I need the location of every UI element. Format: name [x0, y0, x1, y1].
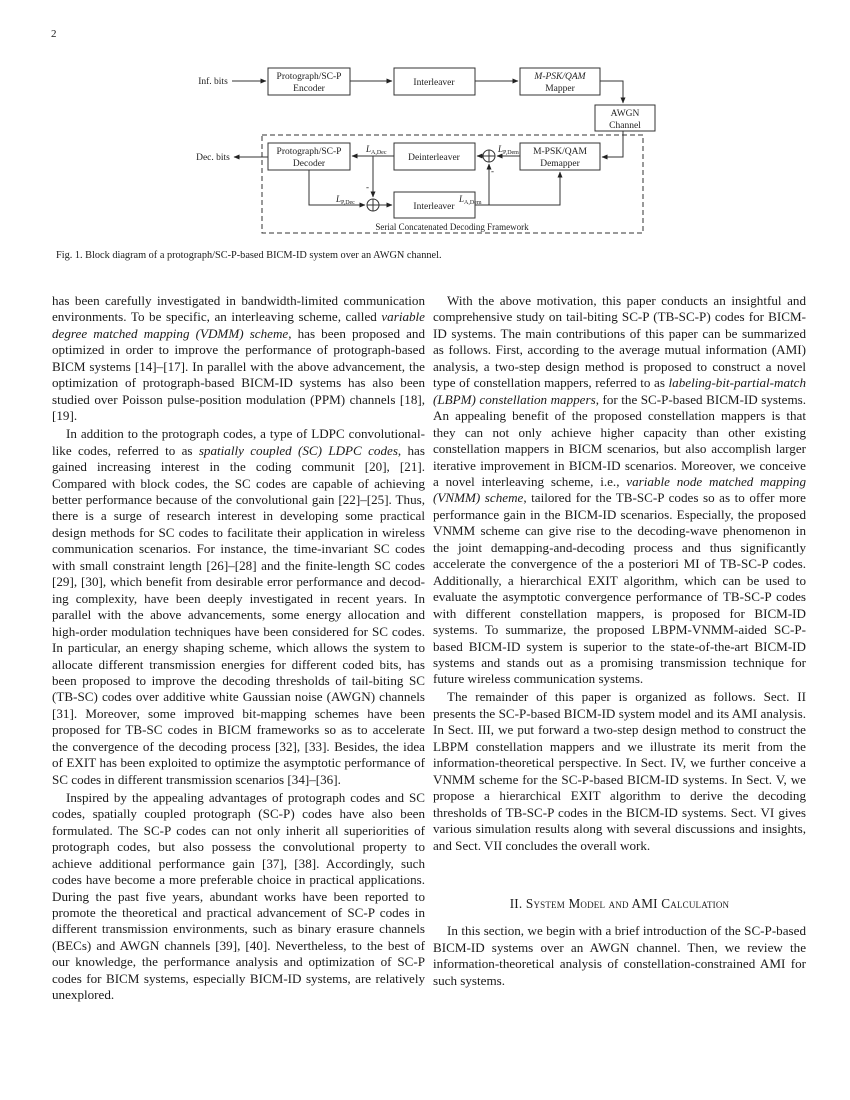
demapper-label-1: M-PSK/QAM: [533, 147, 587, 157]
minus-sign-top: -: [491, 166, 494, 176]
decoder-label-1: Protograph/SC-P: [276, 147, 342, 157]
paragraph: Inspired by the appealing advantages of protograph codes and SC codes, spatially coupled protograph (SC-P) codes have also been formulated. The SC-P codes can not only inherit all superiorities of protograph codes, but also possess the convolutional property to achieve additional performance gain [37], [38]. Accordingly, such codes have become a more preferable choice in practical applications. During the past five years, abundant works have been reported to promote the theoretical and practical advancement of SC-P codes in different transmission environments, such as binary erasure channels (BECs) and AWGN channels [39], [40]. Nevertheless, to the best of our knowledge, the performance analysis and optimization of SC-P codes for BICM systems, especially BICM-ID systems, are relatively unexplored.: [52, 789, 425, 1003]
right-column: [433, 293, 806, 991]
paragraph: In this section, we begin with a brief introduction of the SC-P-based BICM-ID systems over an AWGN channel. Then, we review the information-theoretical analysis of constellation-constrained AMI for such systems.: [433, 923, 806, 988]
minus-sign-bottom: -: [366, 182, 369, 192]
awgn-label-2: Channel: [609, 121, 641, 131]
framework-label: Serial Concatenated Decoding Framework: [375, 222, 529, 232]
left-column: [52, 293, 425, 1005]
encoder-label-1: Protograph/SC-P: [276, 72, 342, 82]
page-number: 2: [51, 28, 57, 40]
decoder-label-2: Decoder: [292, 159, 326, 169]
mapper-label-1: M-PSK/QAM: [534, 72, 586, 82]
awgn-label-1: AWGN: [610, 109, 640, 119]
section-heading: II. System Model and AMI Calculation: [509, 896, 730, 911]
l-p-dec-label: $L_{P,Dec}$: [336, 194, 355, 206]
demapper-label-2: Demapper: [540, 159, 580, 169]
mapper-label-2: Mapper: [545, 84, 575, 94]
paragraph: With the above motivation, this paper conducts an insightful and comprehensive study on tail-biting SC-P (TB-SC-P) codes for BICM-ID systems. The main contributions of this paper can be summarized as follows. First, according to the average mutual information (AMI) analysis, a two-step design method is proposed to construct a novel type of constellation mappers, referred to as labeling-bit-partial-match (LBPM) constellation mappers, for the SC-P-based BICM-ID systems. An appealing benefit of the proposed constellation mappers is that they can not only achieve higher capacity than other existing constellation mappers in BICM scenarios, but also accomplish larger iterative improvement in BICM-ID scenarios. Moreover, we conceive a novel interleaving scheme, i.e., variable node matched mapping (VNMM) scheme, tailored for the TB-SC-P codes so as to offer more performance gain in the BICM-ID scenarios. Especially, the proposed VNMM scheme can give rise to the decoding-wave phenomenon in the joint demapping-and-decoding process and thus significantly accelerate the convergence of the a posteriori MI of TB-SC-P codes. Additionally, a hierarchical EXIT algorithm, which can be used to evaluate the asymptotic convergence performance of TB-SC-P codes with different constellation mappers, is proposed for BICM-ID systems. To summarize, the proposed LBPM-VNMM-aided SC-P-based BICM-ID system is superior to the state-of-the-art BICM-ID systems and stands out as a promising transmission technique for future wireless communication systems.: [433, 293, 807, 687]
l-a-dem-label: $L_{A,Dem}$: [459, 194, 482, 206]
interleaver-label: Interleaver: [413, 78, 455, 88]
encoder-label-2: Encoder: [293, 84, 325, 94]
interleaver2-label: Interleaver: [413, 202, 455, 212]
figure-caption: Fig. 1. Block diagram of a protograph/SC-P-based BICM-ID system over an AWGN channel.: [56, 250, 442, 261]
inf-bits-label: Inf. bits: [198, 77, 228, 87]
paragraph: In addition to the protograph codes, a type of LDPC convolutional-like codes, referred to as spatially coupled (SC) LDPC codes, has gained increasing interest in the coding communit [20], [21]. Compared with block codes, the SC codes are capable of achieving better performance because of the convolutional gain [22]–[25]. Thus, there is a surge of research interest in developing some practical design methods for SC codes to facilitate their application in wireless communication scenarios. For instance, the time-invariant SC codes with small constraint length [26]–[28] and the finite-length SC codes [29], [30], which benefit from desirable error performance and decoding complexity, have been deeply investigated in recent years. In parallel with the above advancements, some energy allocation and high-order modulation techniques have been considered for SC codes. In particular, an energy shaping scheme, which allows the system to allocate different transmission energies for different coded bits, has been proposed to improve the decoding thresholds of tail-biting SC (TB-SC) codes over additive white Gaussian noise (AWGN) channels [31]. Moreover, some improved bit-mapping schemes have been proposed for TB-SC codes in BICM frameworks so as to accelerate the convergence of the decoding process [32], [33]. Besides, the idea of EXIT has been exploited to optimize the asymptotic performance of SC codes in different transmission scenarios [34]–[36].: [52, 426, 425, 787]
deinterleaver-label: Deinterleaver: [408, 153, 460, 163]
paragraph: The remainder of this paper is organized as follows. Sect. II presents the SC-P-based BICM-ID system model and its AMI analysis. In Sect. III, we put forward a two-step design method to construct the LBPM constellation mappers and we illustrate its merit from the information-theoretical perspective. In Sect. IV, we further conceive a VNMM scheme for the SC-P-based BICM-ID systems. In Sect. V, we propose a hierarchical EXIT algorithm to derive the decoding thresholds of TB-SC-P codes in the BICM-ID systems. Sect. VI gives various simulation results along with several discussions and insights, and Sect. VII concludes the overall work.: [433, 689, 806, 853]
l-p-dem-label: $L_{P,Dem}$: [498, 144, 519, 156]
block-diagram-figure: [0, 0, 850, 240]
dec-bits-label: Dec. bits: [196, 153, 230, 163]
l-a-dec-label: $L_{A,Dec}$: [366, 144, 387, 156]
paragraph: has been carefully investigated in bandwidth-limited communication environments. To be specific, an interleaving scheme, called variable degree matched mapping (VDMM) scheme, has been proposed and optimized in order to improve the performance of protograph-based BICM systems [14]–[17]. In parallel with the above advancement, the optimization of protograph-based BICM-ID systems has also been studied over Poisson pulse-position modulation (PPM) channels [18], [19].: [52, 293, 425, 424]
